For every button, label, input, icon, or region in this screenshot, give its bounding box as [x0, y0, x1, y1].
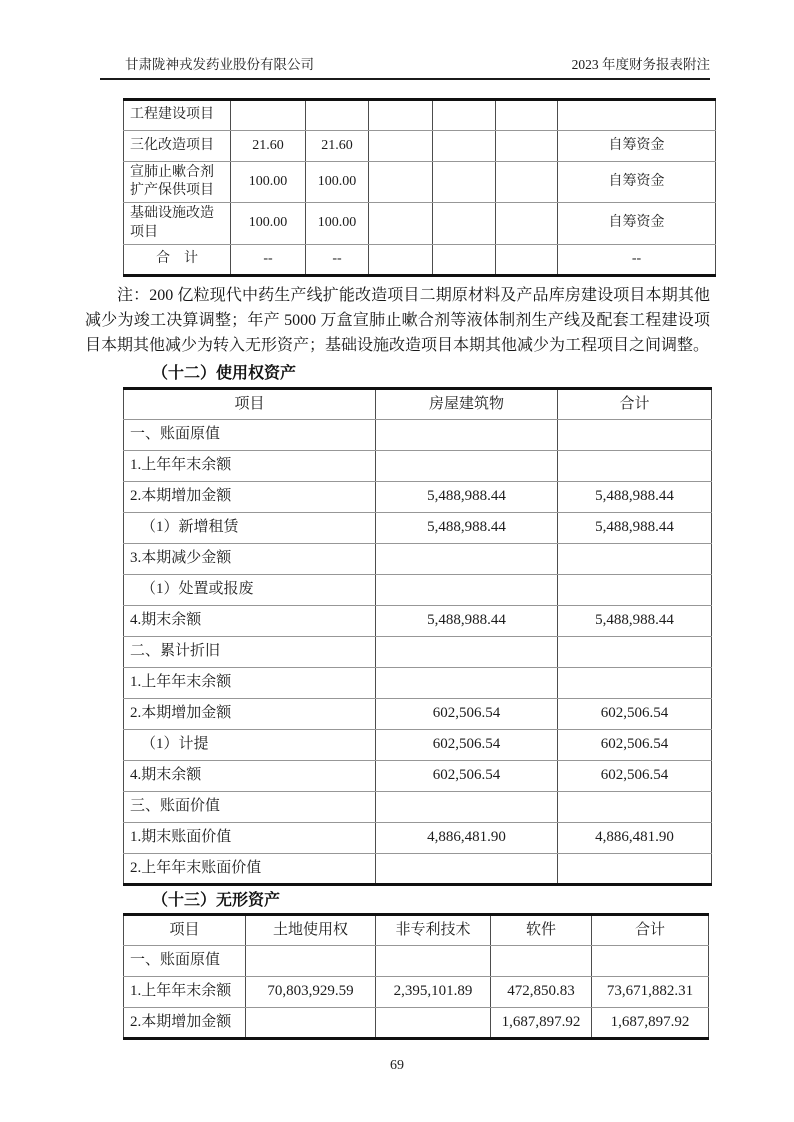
table-cell	[558, 636, 712, 667]
table-row	[124, 729, 712, 760]
column-header: 房屋建筑物	[376, 388, 558, 419]
row-label: 1.期末账面价值	[124, 822, 376, 853]
company-name: 甘肃陇神戎发药业股份有限公司	[125, 57, 314, 72]
table-cell	[496, 131, 558, 162]
table-cell: 472,850.83	[491, 976, 592, 1007]
table-head	[124, 388, 712, 419]
row-label: 1.上年年末余额	[124, 450, 376, 481]
table-cell: 100.00	[306, 162, 369, 203]
row-label: 基础设施改造项目	[124, 203, 231, 244]
row-label: 1.上年年末余额	[124, 667, 376, 698]
column-header: 项目	[124, 388, 376, 419]
table-cell	[592, 945, 709, 976]
table-head	[124, 914, 709, 945]
table-cell	[246, 1007, 376, 1038]
table-row	[124, 162, 716, 203]
table-cell	[558, 543, 712, 574]
table-cell	[376, 543, 558, 574]
table-cell: 602,506.54	[558, 760, 712, 791]
table-cell: 100.00	[231, 162, 306, 203]
row-label: 2.上年年末账面价值	[124, 853, 376, 884]
table-cell: 5,488,988.44	[376, 481, 558, 512]
table-body	[124, 419, 712, 884]
row-label: 一、账面原值	[124, 945, 246, 976]
table-cell	[369, 100, 433, 131]
table-cell: 73,671,882.31	[592, 976, 709, 1007]
row-label: 宣肺止嗽合剂扩产保供项目	[124, 162, 231, 203]
table-row	[124, 131, 716, 162]
row-label: （1）处置或报废	[124, 574, 376, 605]
table-cell	[376, 853, 558, 884]
table-row	[124, 822, 712, 853]
right-of-use-assets-table	[123, 387, 712, 886]
table-cell	[558, 791, 712, 822]
table-cell	[496, 100, 558, 131]
section-heading-intangible-assets: （十三）无形资产	[152, 891, 281, 909]
table-cell	[306, 100, 369, 131]
row-label: 二、累计折旧	[124, 636, 376, 667]
table-cell	[376, 667, 558, 698]
table-cell	[496, 162, 558, 203]
table-cell	[369, 131, 433, 162]
table-row	[124, 419, 712, 450]
table-cell	[376, 574, 558, 605]
table-cell: 4,886,481.90	[558, 822, 712, 853]
table-cell	[558, 853, 712, 884]
document-title: 2023 年度财务报表附注	[571, 57, 710, 72]
table-cell	[231, 100, 306, 131]
page-number: 69	[390, 1057, 404, 1073]
table-cell: 602,506.54	[376, 729, 558, 760]
table-row	[124, 791, 712, 822]
row-label: 三化改造项目	[124, 131, 231, 162]
table-cell: 自筹资金	[558, 162, 716, 203]
column-header: 土地使用权	[246, 914, 376, 945]
table-cell	[369, 162, 433, 203]
table-cell	[369, 203, 433, 244]
table-cell: --	[231, 244, 306, 275]
table-cell	[369, 244, 433, 275]
table-cell: 100.00	[306, 203, 369, 244]
table-cell	[491, 945, 592, 976]
table-cell: 5,488,988.44	[558, 605, 712, 636]
row-label: 4.期末余额	[124, 605, 376, 636]
table-cell	[376, 419, 558, 450]
table-cell	[376, 636, 558, 667]
table-cell	[558, 100, 716, 131]
column-header: 合计	[592, 914, 709, 945]
table-cell: 21.60	[231, 131, 306, 162]
table-row	[124, 512, 712, 543]
table-row	[124, 976, 709, 1007]
table-cell: 2,395,101.89	[376, 976, 491, 1007]
section-heading-right-of-use-assets: （十二）使用权资产	[152, 364, 297, 382]
table-cell	[376, 791, 558, 822]
row-label: 三、账面价值	[124, 791, 376, 822]
table-cell: 自筹资金	[558, 203, 716, 244]
table-cell	[558, 450, 712, 481]
table-header-row	[124, 914, 709, 945]
table-row	[124, 853, 712, 884]
table-row	[124, 1007, 709, 1038]
table-cell	[433, 203, 496, 244]
table-row	[124, 945, 709, 976]
running-header	[100, 56, 710, 80]
table-cell: 5,488,988.44	[376, 605, 558, 636]
row-label: 3.本期减少金额	[124, 543, 376, 574]
row-label: （1）新增租赁	[124, 512, 376, 543]
row-label: 1.上年年末余额	[124, 976, 246, 1007]
table-row	[124, 605, 712, 636]
row-label: 2.本期增加金额	[124, 481, 376, 512]
table-row	[124, 203, 716, 244]
column-header: 合计	[558, 388, 712, 419]
footnote-paragraph: 注：200 亿粒现代中药生产线扩能改造项目二期原材料及产品库房建设项目本期其他减少为竣工决算调整；年产 5000 万盒宣肺止嗽合剂等液体制剂生产线及配套工程建设项目本期其他减少为转入无形资产；基础设施改造项目本期其他减少为工程项目之间调整。	[85, 286, 710, 354]
table-header-row	[124, 388, 712, 419]
row-label: 4.期末余额	[124, 760, 376, 791]
table-cell	[433, 100, 496, 131]
table-cell: 602,506.54	[558, 698, 712, 729]
table-cell	[376, 1007, 491, 1038]
table-cell	[496, 203, 558, 244]
table-body	[124, 100, 716, 276]
table-row	[124, 100, 716, 131]
table-cell: 自筹资金	[558, 131, 716, 162]
row-label: 2.本期增加金额	[124, 698, 376, 729]
table-cell	[558, 419, 712, 450]
table-cell: 1,687,897.92	[491, 1007, 592, 1038]
table-row	[124, 574, 712, 605]
table-cell: 602,506.54	[376, 698, 558, 729]
table-cell	[496, 244, 558, 275]
table-cell: 4,886,481.90	[376, 822, 558, 853]
row-label: 一、账面原值	[124, 419, 376, 450]
table-body	[124, 945, 709, 1038]
row-label: （1）计提	[124, 729, 376, 760]
table-cell: 5,488,988.44	[558, 481, 712, 512]
table-row	[124, 667, 712, 698]
table-cell: --	[558, 244, 716, 275]
table-cell	[433, 244, 496, 275]
table-row	[124, 543, 712, 574]
table-row	[124, 450, 712, 481]
table-cell: 21.60	[306, 131, 369, 162]
table-cell	[433, 131, 496, 162]
table-cell: --	[306, 244, 369, 275]
row-label: 2.本期增加金额	[124, 1007, 246, 1038]
row-label: 合 计	[124, 244, 231, 275]
table-cell: 70,803,929.59	[246, 976, 376, 1007]
table-cell: 1,687,897.92	[592, 1007, 709, 1038]
table-row	[124, 481, 712, 512]
intangible-assets-table	[123, 913, 709, 1040]
table-cell: 602,506.54	[376, 760, 558, 791]
table-cell	[558, 667, 712, 698]
table-cell: 5,488,988.44	[558, 512, 712, 543]
column-header: 软件	[491, 914, 592, 945]
table-cell: 5,488,988.44	[376, 512, 558, 543]
table-cell	[246, 945, 376, 976]
column-header: 项目	[124, 914, 246, 945]
table-cell	[558, 574, 712, 605]
table-cell	[433, 162, 496, 203]
table-row	[124, 636, 712, 667]
table-cell: 100.00	[231, 203, 306, 244]
table-row	[124, 244, 716, 275]
table-row	[124, 760, 712, 791]
row-label: 工程建设项目	[124, 100, 231, 131]
table-row	[124, 698, 712, 729]
table-cell: 602,506.54	[558, 729, 712, 760]
table-cell	[376, 450, 558, 481]
column-header: 非专利技术	[376, 914, 491, 945]
construction-projects-table	[123, 98, 716, 277]
table-cell	[376, 945, 491, 976]
